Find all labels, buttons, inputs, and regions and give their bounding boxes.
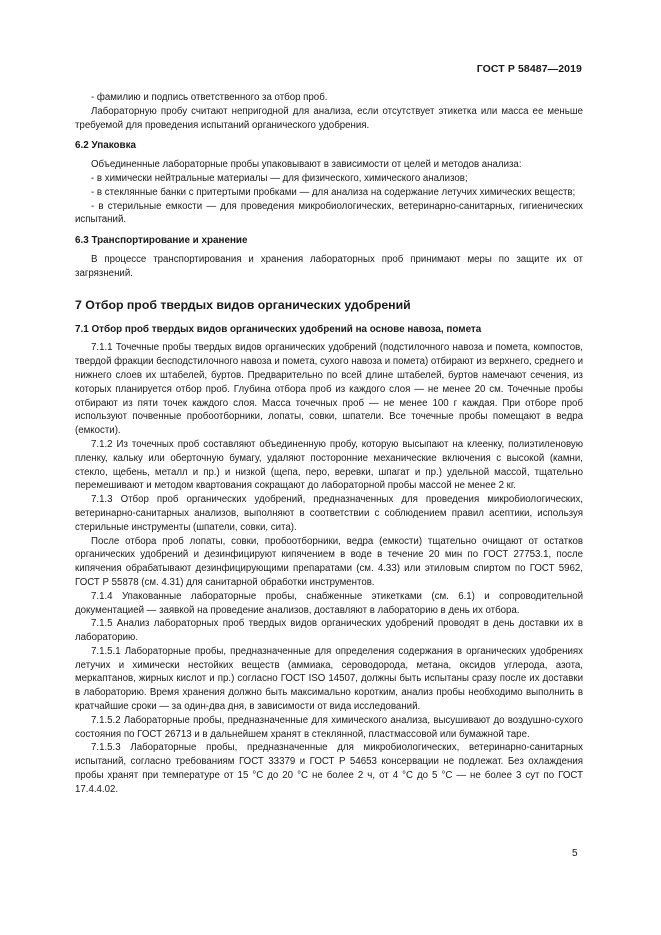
section-heading-6-2: 6.2 Упаковка (75, 140, 137, 152)
paragraph: Объединенные лабораторные пробы упаковывают в зависимости от целей и методов анализа: (91, 159, 522, 171)
section-heading-7-1: 7.1 Отбор проб твердых видов органических удобрений на основе навоза, помета (75, 323, 482, 335)
paragraph-7-1-5: 7.1.5 Анализ лабораторных проб твердых видов органических удобрений проводят в день доставки их в лабораторию. (75, 618, 583, 644)
paragraph-7-1-5-2: 7.1.5.2 Лабораторные пробы, предназначенные для химического анализа, высушивают до воздушно-сухого состояния по ГОСТ 26713 и в дальнейшем хранят в стеклянной, пластмассовой или бумажной таре. (75, 714, 583, 740)
list-item: - в стеклянные банки с притертыми пробками — для анализа на содержание летучих химических веществ; (91, 186, 576, 198)
document-body (75, 91, 583, 797)
page-number: 5 (572, 848, 578, 859)
section-heading-6-3: 6.3 Транспортирование и хранение (75, 235, 248, 247)
list-item: - в стерильные емкости — для проведения микробиологических, ветеринарно-санитарных, гигиенических испытаний. (75, 200, 583, 226)
document-code-header: ГОСТ Р 58487—2019 (476, 63, 582, 75)
paragraph-7-1-1: 7.1.1 Точечные пробы твердых видов органических удобрений (подстилочного навоза и помета, компостов, твердой фракции бесподстилочного навоза и помета, сухого навоза и помета) отбирают из верхнего, среднего и нижнего слоев их штабелей, буртов. Предварительно по всей длине штабелей, буртов намечают сечения, из которых планируется отбор проб. Глубина отбора проб из каждого слоя — не менее 20 см. Точечные пробы отбирают из пяти точек каждого слоя. Масса точечных проб — не менее 100 г каждая. При отборе проб используют почвенные пробоотборники, лопаты, совки, шпатели. Все точечные пробы помещают в ведра (емкости). (75, 342, 583, 437)
paragraph: В процессе транспортирования и хранения лабораторных проб принимают меры по защите их от загрязнений. (75, 253, 583, 279)
paragraph-7-1-5-1: 7.1.5.1 Лабораторные пробы, предназначенные для определения содержания в органических удобрениях летучих и химически нестойких веществ (аммиака, сероводорода, метана, оксидов углерода, азота, меркаптанов, жирных кислот и пр.) согласно ГОСТ ISO 14507, должны быть испытаны сразу после их доставки в лабораторию. Время хранения должно быть максимально коротким, анализ пробы необходимо выполнить в кратчайшие сроки — за один-два дня, в зависимости от вида исследований. (75, 645, 583, 713)
paragraph: Лабораторную пробу считают непригодной для анализа, если отсутствует этикетка или масса ее меньше требуемой для проведения испытаний органического удобрения. (75, 105, 583, 131)
paragraph-7-1-3: 7.1.3 Отбор проб органических удобрений, предназначенных для проведения микробиологических, ветеринарно-санитарных анализов, выполняют в соответствии с соблюдением правил асептики, используя стерильные инструменты (шпатели, совки, сита). (75, 494, 583, 533)
paragraph-7-1-4: 7.1.4 Упакованные лабораторные пробы, снабженные этикетками (см. 6.1) и сопроводительной документацией — заявкой на проведение анализов, доставляют в лабораторию в день их отбора. (75, 590, 583, 616)
list-item: - в химически нейтральные материалы — для физического, химического анализов; (91, 172, 468, 184)
section-heading-7: 7 Отбор проб твердых видов органических удобрений (75, 297, 411, 312)
paragraph-7-1-2: 7.1.2 Из точечных проб составляют объединенную пробу, которую высыпают на клеенку, полиэтиленовую пленку, кальку или оберточную бумагу, удаляют посторонние механические включения с высокой (камни, стекло, щебень, металл и пр.) и низкой (щепа, перо, веревки, шпагат и пр.) удельной массой, тщательно перемешивают и методом квартования сокращают до лабораторной пробы массой не менее 2 кг. (75, 438, 583, 492)
paragraph: После отбора проб лопаты, совки, пробоотборники, ведра (емкости) тщательно очищают от остатков органических удобрений и дезинфицируют кипячением в воде в течение 20 мин по ГОСТ 27753.1, после кипячения обрабатывают дезинфицирующими препаратами (см. 4.33) или этиловым спиртом по ГОСТ 5962, ГОСТ Р 55878 (см. 4.31) для санитарной обработки инструментов. (75, 535, 583, 588)
list-item: - фамилию и подпись ответственного за отбор проб. (91, 92, 328, 103)
paragraph-7-1-5-3: 7.1.5.3 Лабораторные пробы, предназначенные для микробиологических, ветеринарно-санитарных испытаний, согласно требованиям ГОСТ 33379 и ГОСТ Р 54653 консервации не подлежат. Без охлаждения пробы хранят при температуре от 15 °С до 20 °С не более 2 ч, от 4 °С до 5 °С — не более 3 сут по ГОСТ 17.4.4.02. (75, 742, 583, 795)
